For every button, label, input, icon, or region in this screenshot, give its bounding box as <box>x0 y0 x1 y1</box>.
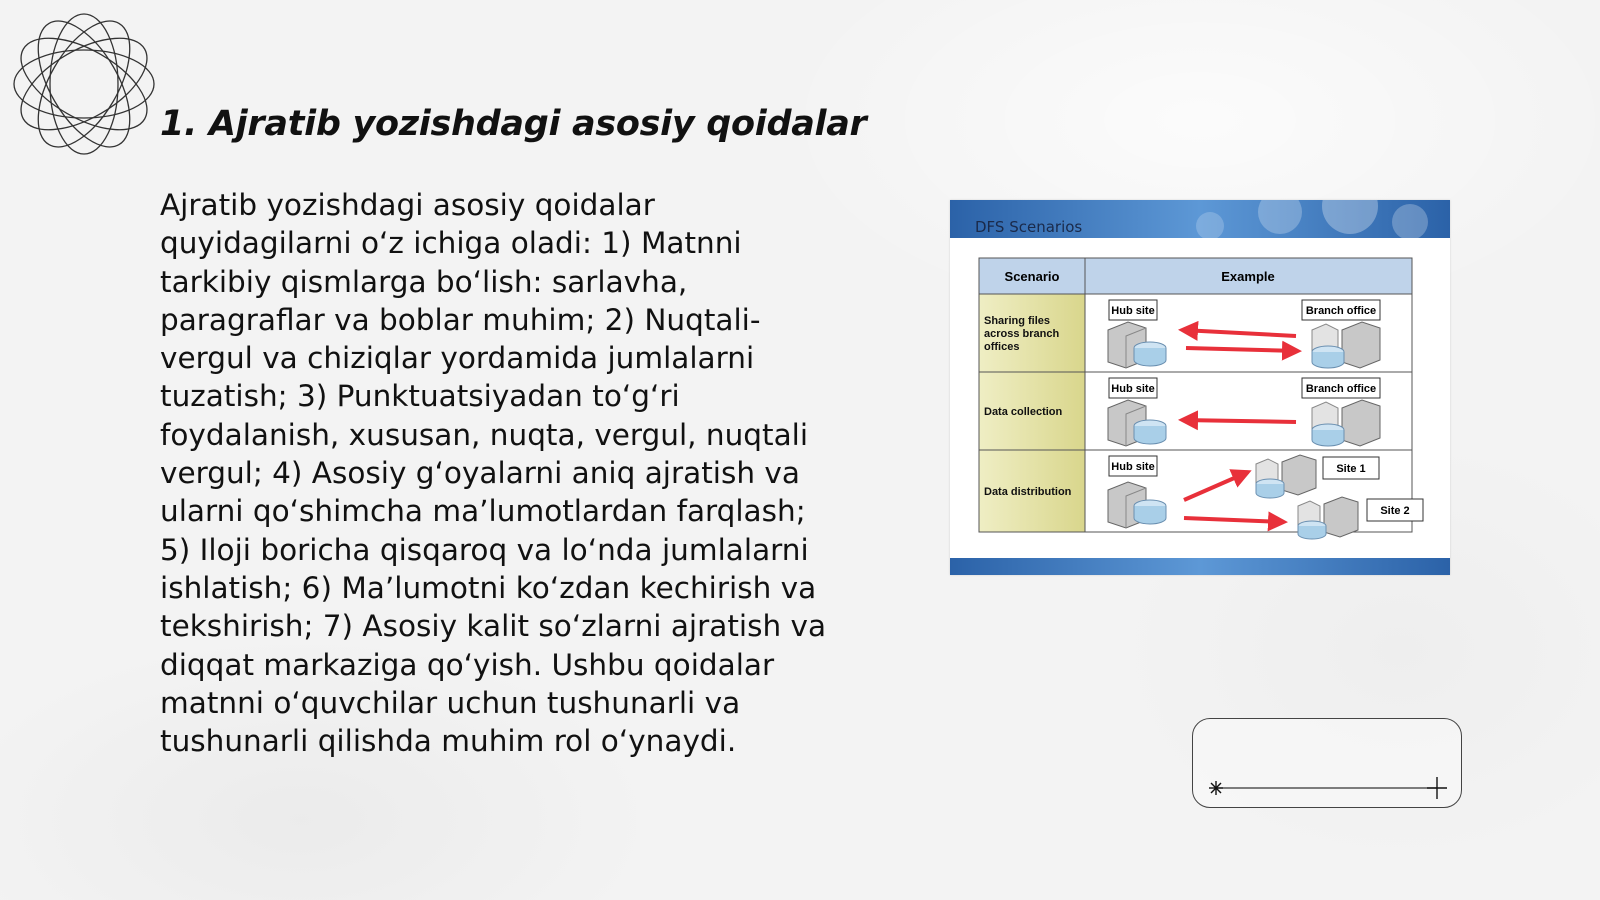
row1-scenario-line3: offices <box>984 341 1020 353</box>
table-head-scenario: Scenario <box>1004 269 1060 284</box>
arrow-icon <box>1182 420 1296 422</box>
figure-header-title: DFS Scenarios <box>975 218 1083 236</box>
table-head-example: Example <box>1221 269 1275 284</box>
row1-branch-label: Branch office <box>1305 305 1377 317</box>
slide-title: 1. Ajratib yozishdagi asosiy qoidalar <box>160 104 867 144</box>
arrow-icon <box>1182 330 1296 336</box>
dfs-scenarios-figure <box>950 200 1450 575</box>
slide-body-text: Ajratib yozishdagi asosiy qoidalar quyidagilarni o‘z ichiga oladi: 1) Matnni tarkibiy qismlarga bo‘lish: sarlavha, paragraflar va boblar muhim; 2) Nuqtali-vergul va chiziqlar yordamida jumlalarni tuzatish; 3) Punktuatsiyadan to‘g‘ri foydalanish, xususan, nuqta, vergul, nuqtali vergul; 4) Asosiy g‘oyalarni aniq ajratish va ularni qo‘shimcha ma’lumotlardan farqlash; 5) Iloji boricha qisqaroq va lo‘nda jumlalarni ishlatish; 6) Ma’lumotni ko‘zdan kechirish va tekshirish; 7) Asosiy kalit so‘zlarni ajratish va diqqat markaziga qo‘yish. Ushbu qoidalar matnni o‘quvchilar uchun tushunarli va tushunarli qilishda muhim rol o‘ynaydi. <box>160 188 827 759</box>
orbit-rings-icon <box>10 10 158 158</box>
row3-site1-label: Site 1 <box>1336 463 1366 475</box>
figure-footer-band <box>950 558 1450 575</box>
row1-example <box>1108 300 1380 368</box>
server-icon <box>1108 400 1166 446</box>
row3-scenario: Data distribution <box>984 486 1072 498</box>
server-icon <box>1312 400 1380 446</box>
server-icon <box>1256 455 1316 498</box>
server-icon <box>1108 482 1166 528</box>
arrow-icon <box>1184 518 1284 522</box>
row2-branch-label: Branch office <box>1305 383 1377 395</box>
plus-marker-icon <box>1427 777 1447 799</box>
row3-example <box>1108 455 1423 539</box>
dfs-figure-svg <box>950 200 1450 575</box>
server-icon <box>1298 497 1358 539</box>
row1-hub-label: Hub site <box>1111 305 1155 317</box>
decorative-slider-frame <box>1192 718 1462 808</box>
row2-scenario: Data collection <box>984 406 1063 418</box>
arrow-icon <box>1186 348 1298 351</box>
row3-hub-label: Hub site <box>1111 461 1155 473</box>
row2-example <box>1108 378 1380 446</box>
row1-scenario-line2: across branch <box>984 328 1060 340</box>
row2-hub-label: Hub site <box>1111 383 1155 395</box>
arrow-icon <box>1184 472 1248 500</box>
star-marker-icon <box>1209 781 1223 795</box>
row3-site2-label: Site 2 <box>1380 505 1410 517</box>
server-icon <box>1312 322 1380 368</box>
server-icon <box>1108 322 1166 368</box>
row1-scenario-line1: Sharing files <box>984 315 1051 327</box>
